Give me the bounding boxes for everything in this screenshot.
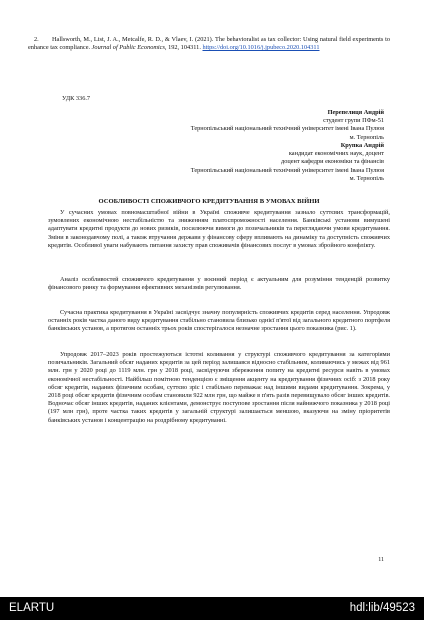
paragraph-2: Аналіз особливостей споживчого кредитування у воєнний період є актуальним для розуміння тенденцій розвитку фінансового ринку та формування ефективних механізмів регулювання. <box>48 276 390 292</box>
paragraph-4: Упродовж 2017–2023 років простежуються істотні коливання у структурі споживчого кредитування за категоріями позичальників. Загальний обсяг наданих кредитів за цей період залишався відносно стабільним, коливаючись у межах від 961 млн. грн у 2020 році до 1119 млн. грн у 2018 році, засвідчуючи збереження попиту на кредитні ресурси навіть в умовах економічної нестабільності. Найбільш помітною тенденцією є зміщення акценту на кредитування фізичних осіб: з 2018 року обсяг кредитів, наданих фізичним особам, суттєво зріс і стабільно переважає над іншими видами кредитування. Зокрема, у 2018 році обсяг кредитів фізичним особам становили 922 млн грн, що майже в п'ять разів перевищувало обсяг інших кредитів. Водночас обсяг інших кредитів, наданих клієнтами, демонструє поступове зростання після найнижчого показника у 2018 році (197 млн грн), проте частка таких кредитів у загальній структурі залишається меншою, вказуючи на зміну пріоритетів банківських установ і концентрацію на роздрібному кредитуванні. <box>48 351 390 424</box>
reference-journal: Journal of Public Economics <box>91 44 165 52</box>
author-name: Перепелиця Андрій <box>327 109 384 116</box>
doi-link[interactable]: https://doi.org/10.1016/j.jpubeco.2020.104311 <box>202 44 320 52</box>
reference-entry <box>28 36 390 52</box>
author-name: Крупка Андрій <box>340 142 384 149</box>
reference-volume: , 192, 104311. <box>164 44 203 52</box>
udc-code: УДК 336.7 <box>62 95 91 102</box>
author-block-1 <box>84 109 384 142</box>
reference-text: Hallsworth, M., List, J. A., Metcalfe, R. D., & Vlaev, I. (2021). The behavioralist as tax collector: Using natural field experiments to enhance tax compliance. <box>28 36 390 52</box>
author-city: м. Тернопіль <box>349 133 384 141</box>
footer-repository-label: ELARTU <box>9 602 55 614</box>
author-position: доцент кафедри економіки та фінансів <box>281 158 384 166</box>
paragraph-3: Сучасна практика кредитування в Україні засвідчує значну популярність споживчих кредитів серед населення. Упродовж останніх років частка даного виду кредитування стабільно становила близько однієї п'ятої від загального кредитного портфеля банківських установ, а протягом останніх трьох років спостерігалося незначне зростання цього показника (рис. 1). <box>48 309 390 333</box>
footer-bar <box>0 597 424 620</box>
author-position: студент групи ПФм-51 <box>323 117 384 125</box>
article-title: ОСОБЛИВОСТІ СПОЖИВЧОГО КРЕДИТУВАННЯ В УМОВАХ ВІЙНИ <box>98 198 320 205</box>
page-number: 11 <box>378 557 384 563</box>
author-affiliation: Тернопільський національний технічний університет імені Івана Пулюя <box>190 166 384 174</box>
paragraph-1: У сучасних умовах повномасштабної війни в Україні споживче кредитування зазнало суттєвих трансформацій, зумовлених економічною нестабільністю та зниженням платоспроможності населення. Банківські установи вимушені адаптувати кредитні продукти до нових ризиків, посилюючи вимоги до позичальників та переглядаючи умови кредитування. Зміни в законодавчому полі, а також втручання держави у фінансову сферу впливають на динаміку та доступність споживчих кредитів. Особливої уваги набувають питання захисту прав споживачів фінансових послуг в умовах збройного конфлікту. <box>48 209 390 249</box>
reference-number: 2. <box>34 36 39 43</box>
footer-handle: hdl:lib/49523 <box>349 602 415 614</box>
author-degree: кандидат економічних наук, доцент <box>288 150 384 158</box>
author-block-2 <box>84 142 384 183</box>
author-affiliation: Тернопільський національний технічний університет імені Івана Пулюя <box>190 125 384 133</box>
author-city: м. Тернопіль <box>349 174 384 182</box>
